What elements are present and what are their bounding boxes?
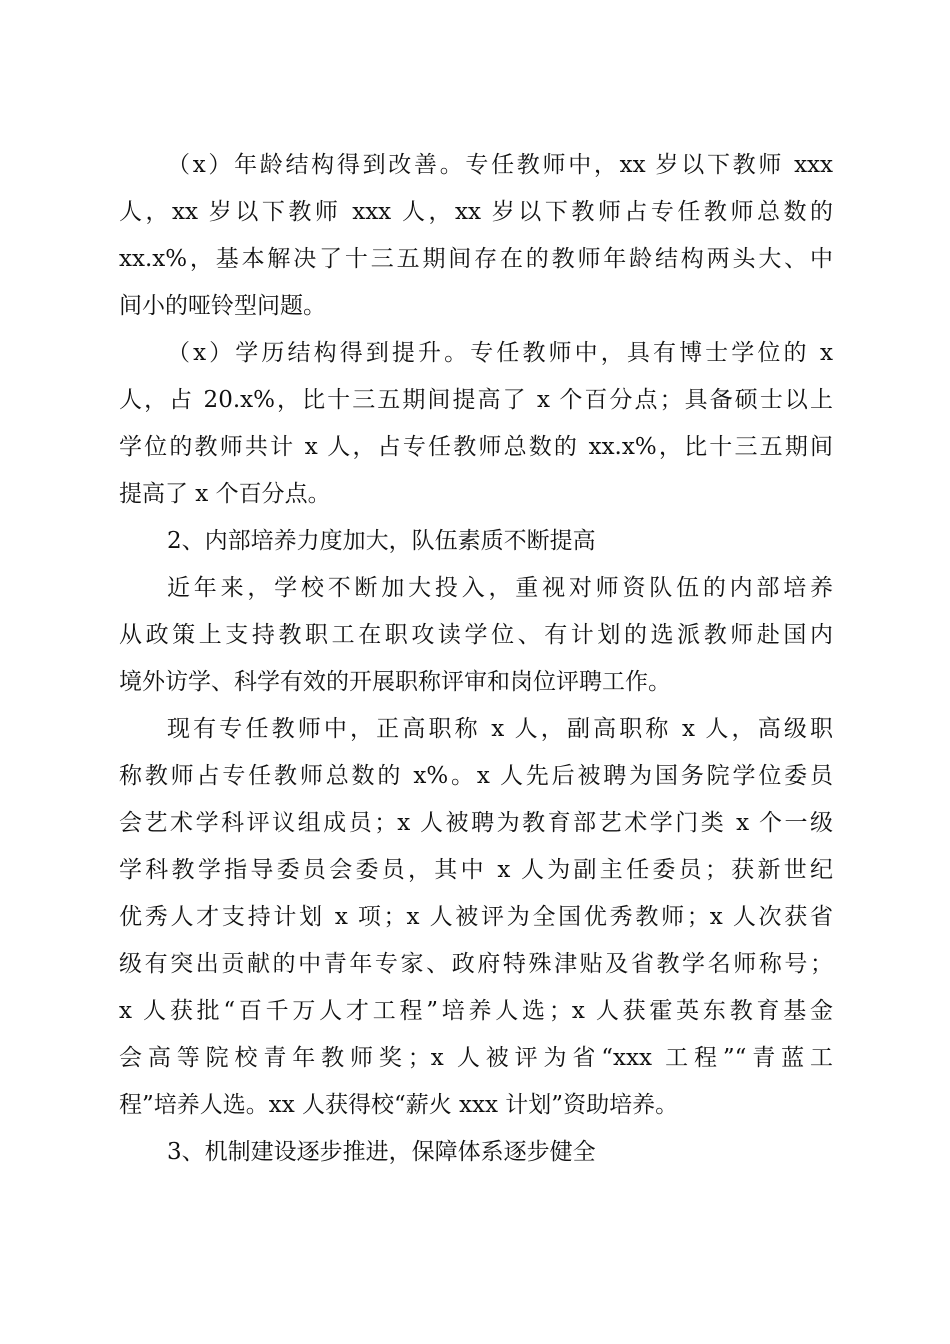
paragraph-titles-line-6: 级有突出贡献的中青年专家、政府特殊津贴及省教学名师称号； <box>119 951 833 977</box>
body-text <box>119 142 833 1176</box>
paragraph-age-structure-line-3: xx.x%，基本解决了十三五期间存在的教师年龄结构两头大、中 <box>119 246 833 272</box>
paragraph-training-line-2: 从政策上支持教职工在职攻读学位、有计划的选派教师赴国内 <box>119 622 833 648</box>
paragraph-age-structure-line-1: （x）年龄结构得到改善。专任教师中，xx 岁以下教师 xxx <box>167 152 833 178</box>
paragraph-education-line-2: 人，占 20.x%，比十三五期间提高了 x 个百分点；具备硕士以上 <box>119 387 833 413</box>
paragraph-education-line-3: 学位的教师共计 x 人，占专任教师总数的 xx.x%，比十三五期间 <box>119 434 833 460</box>
paragraph-training-line-1: 近年来，学校不断加大投入，重视对师资队伍的内部培养 <box>167 575 833 601</box>
paragraph-titles-line-2: 称教师占专任教师总数的 x%。x 人先后被聘为国务院学位委员 <box>119 763 833 789</box>
paragraph-titles-line-7: x 人获批“百千万人才工程”培养人选；x 人获霍英东教育基金 <box>119 998 833 1024</box>
paragraph-titles-line-9: 程”培养人选。xx 人获得校“薪火 xxx 计划”资助培养。 <box>119 1092 679 1118</box>
section-heading-2: 2、内部培养力度加大，队伍素质不断提高 <box>167 528 596 554</box>
paragraph-titles-line-1: 现有专任教师中，正高职称 x 人，副高职称 x 人，高级职 <box>167 716 833 742</box>
paragraph-titles-line-4: 学科教学指导委员会委员，其中 x 人为副主任委员；获新世纪 <box>119 857 833 883</box>
paragraph-age-structure-line-2: 人，xx 岁以下教师 xxx 人，xx 岁以下教师占专任教师总数的 <box>119 199 833 225</box>
paragraph-education-line-4: 提高了 x 个百分点。 <box>119 481 331 507</box>
paragraph-education-line-1: （x）学历结构得到提升。专任教师中，具有博士学位的 x <box>167 340 833 366</box>
paragraph-titles-line-3: 会艺术学科评议组成员；x 人被聘为教育部艺术学门类 x 个一级 <box>119 810 833 836</box>
section-heading-3: 3、机制建设逐步推进，保障体系逐步健全 <box>167 1139 596 1165</box>
paragraph-titles-line-5: 优秀人才支持计划 x 项；x 人被评为全国优秀教师；x 人次获省 <box>119 904 833 930</box>
paragraph-training-line-3: 境外访学、科学有效的开展职称评审和岗位评聘工作。 <box>119 669 671 695</box>
paragraph-age-structure-line-4: 间小的哑铃型问题。 <box>119 293 326 319</box>
paragraph-titles-line-8: 会高等院校青年教师奖；x 人被评为省“xxx 工程”“青蓝工 <box>119 1045 833 1071</box>
